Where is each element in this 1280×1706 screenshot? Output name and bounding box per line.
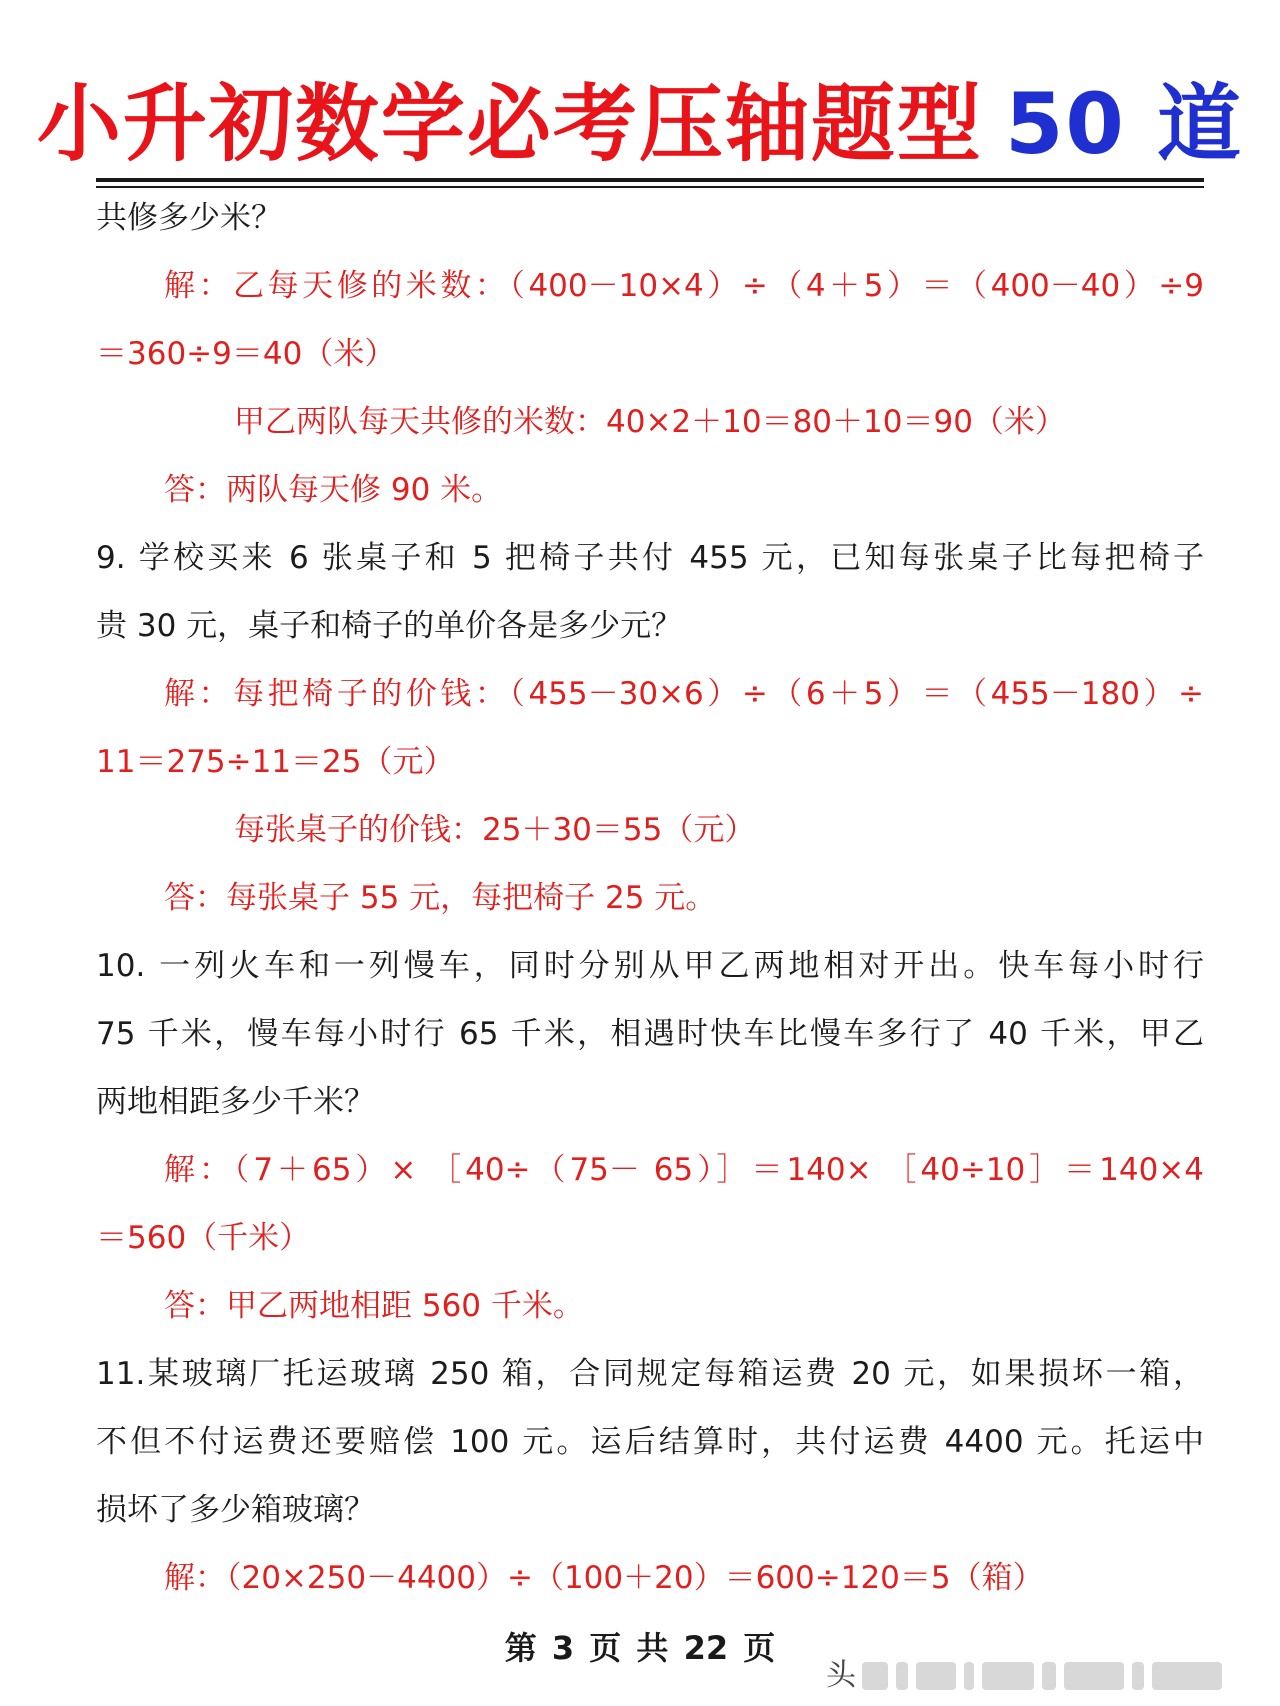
- watermark-barcode-icon: [862, 1662, 1222, 1690]
- title-count-text: 50 道: [1004, 75, 1244, 173]
- watermark-text: 头: [826, 1658, 856, 1693]
- header-divider-thick: [96, 178, 1204, 182]
- problem-9-question-line-2: 贵 30 元，桌子和椅子的单价各是多少元？: [96, 608, 683, 644]
- problem-11-question-line-3: 损坏了多少箱玻璃？: [96, 1492, 375, 1528]
- problem-10-question-line-2: 75 千米，慢车每小时行 65 千米，相遇时快车比慢车多行了 40 千米，甲乙: [96, 1016, 1204, 1052]
- problem-9-solution-line-1: 解：每把椅子的价钱：（455－30×6）÷（6＋5）＝（455－180）÷: [164, 676, 1204, 712]
- problem-11-solution-line-1: 解：（20×250－4400）÷（100＋20）＝600÷120＝5（箱）: [164, 1560, 1044, 1596]
- problem-8-question-end: 共修多少米？: [96, 200, 282, 236]
- title-main-text: 小升初数学必考压轴题型: [36, 75, 983, 173]
- problem-11-question-line-2: 不但不付运费还要赔偿 100 元。运后结算时，共付运费 4400 元。托运中: [96, 1424, 1204, 1460]
- problem-9-solution-line-2: 11＝275÷11＝25（元）: [96, 744, 455, 780]
- page-title: [0, 75, 1280, 173]
- header-divider-thin: [96, 186, 1204, 188]
- problem-9-answer: 答：每张桌子 55 元，每把椅子 25 元。: [164, 880, 717, 916]
- problem-10-question-line-1: 10. 一列火车和一列慢车，同时分别从甲乙两地相对开出。快车每小时行: [96, 948, 1204, 984]
- problem-10-solution-line-2: ＝560（千米）: [96, 1220, 311, 1256]
- problem-9-solution-line-3: 每张桌子的价钱：25＋30＝55（元）: [234, 812, 756, 848]
- problem-10-answer: 答：甲乙两地相距 560 千米。: [164, 1288, 584, 1324]
- problem-9-question-line-1: 9. 学校买来 6 张桌子和 5 把椅子共付 455 元，已知每张桌子比每把椅子: [96, 540, 1204, 576]
- problem-8-solution-line-3: 甲乙两队每天共修的米数：40×2＋10＝80＋10＝90（米）: [234, 404, 1066, 440]
- problem-10-solution-line-1: 解：（7＋65）× ［40÷（75－ 65）］＝140× ［40÷10］＝140×4: [164, 1152, 1204, 1188]
- problem-8-answer: 答：两队每天修 90 米。: [164, 472, 503, 508]
- watermark: [826, 1658, 1266, 1694]
- problem-10-question-line-3: 两地相距多少千米？: [96, 1084, 375, 1120]
- page-number: 第 3 页 共 22 页: [504, 1629, 776, 1667]
- problem-8-solution-line-2: ＝360÷9＝40（米）: [96, 336, 396, 372]
- problem-8-solution-line-1: 解：乙每天修的米数：（400－10×4）÷（4＋5）＝（400－40）÷9: [164, 268, 1204, 304]
- problem-11-question-line-1: 11.某玻璃厂托运玻璃 250 箱，合同规定每箱运费 20 元，如果损坏一箱，: [96, 1356, 1204, 1392]
